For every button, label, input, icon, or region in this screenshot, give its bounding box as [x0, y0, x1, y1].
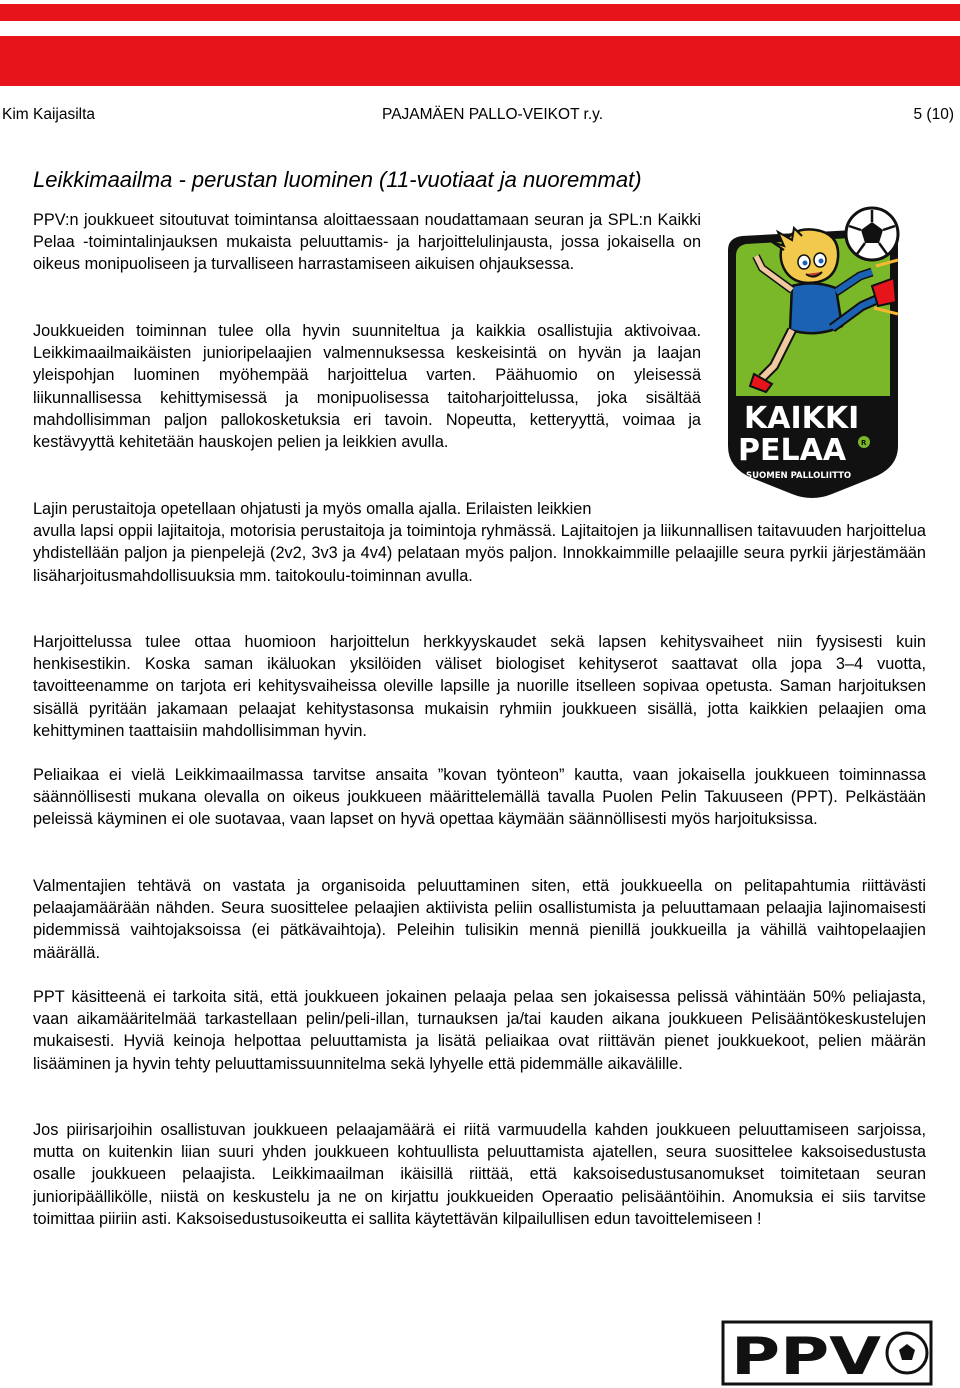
paragraph-dual-representation: Jos piirisarjoihin osallistuvan joukkueen pelaajamäärä ei riitä varmuudella kahden joukkueen peluuttamiseen sarjoissa, mutta on kuitenkin liian suuri yhden joukkueen kohtuullista peluuttamista ajatellen, seura suosittelee kaksoisedustusta osalle joukkueen pelaajista. Leikkimaailman ikäisillä riittää, että kaksoisedustusanomukset toimitetaan seuran junioripäällikölle, niistä on keskustelu ja ne on kirjattu joukkueiden Operaatio pelisääntöihin. Anomuksia ei siis tarvitse toimittaa piiriin asti. Kaksoisedustusoikeutta ei sallita käytettävän kilpailullisen edun tavoittelemiseen !	[33, 1121, 926, 1228]
header-band-thin	[0, 4, 960, 21]
paragraph-team-activity: Joukkueiden toiminnan tulee olla hyvin suunniteltua ja kaikkia osallistujia aktivoivaa. Leikkimaailmaikäisten junioripelaajien valmennuksessa keskeisintä on hyvän ja laajan yleispohjan luominen myöhempää harjoittelua varten. Päähuomio on yleisessä liikunnallisessa kehittymisessä ja monipuolisessa taitoharjoittelussa, joka sisältää mahdollisimman paljon pallokosketuksia eri tavoin. Nopeutta, ketteryyttä, voimaa ja kestävyyttä kehitetään hauskojen pelien ja leikkien avulla.	[33, 322, 701, 452]
paragraph-sensitive-periods: Harjoittelussa tulee ottaa huomioon harjoittelun herkkyyskaudet sekä lapsen kehitysvaiheet niin fyysisesti kuin henkisestikin. Koska saman ikäluokan yksilöiden väliset biologiset kehityserot saattavat olla jopa 3–4 vuotta, tavoitteenamme on tarjota eri kehitysvaiheissa oleville lapsille ja nuorille itselleen sopivaa opetusta. Saman harjoituksen sisällä pyritään jakamaan pelaajat kehitystasonsa mukaisin ryhmiin joukkueen sisällä, jotta kaikkien pelaajien oma kehittyminen taattaisiin mahdollisimman hyvin.	[33, 633, 926, 740]
page-header	[0, 106, 960, 126]
paragraph-coaches: Valmentajien tehtävä on vastata ja organisoida peluuttaminen siten, että joukkueella on pelitapahtumia riittävästi pelaajamäärään nähden. Seura suosittelee pelaajien aktiivista peliin osallistumista ja peluuttamaan pelaajia lajinomaisesti pidemmissä vaihtojaksoissa (ei pätkävaihtoja). Peleihin tulisikin mennä pienillä joukkueilla ja vähillä vaihtopelaajien määrällä.	[33, 877, 926, 962]
header-page-number: 5 (10)	[913, 106, 954, 123]
paragraph-basic-skills-rest: avulla lapsi oppii lajitaitoja, motorisia perustaitoja ja toimintoja ryhmässä. Lajitaitojen ja liikunnallisen taitavuuden harjoittelua yhdistellään paljon ja pienpelejä (2v2, 3v3 ja 4v4) pelataan myös paljon. Innokkaimmille pelaajille seura pyrkii järjestämään lisäharjoitusmahdollisuuksia mm. taitokoulu-toiminnan avulla.	[33, 522, 926, 585]
paragraph-ppt: PPT käsitteenä ei tarkoita sitä, että joukkueen jokainen pelaaja pelaa sen jokaisessa pelissä vähintään 50% peliajasta, vaan aikamääritelmää tarkastellaan pelin/peli-illan, turnauksen ja/tai kauden aikana joukkueen Pelisääntökeskustelujen mukaisesti. Hyviä keinoja helpottaa peluuttamista ja lisätä peliaikaa ovat riittävän pienet joukkuekoot, pelien määrän lisääminen ja hyvin tehty peluuttamissuunnitelma sekä lyhyelle että pidemmälle aikavälille.	[33, 988, 926, 1073]
registered-mark-text: R	[861, 439, 867, 447]
header-band-thick	[0, 36, 960, 86]
ppv-ball-icon	[887, 1333, 927, 1373]
paragraph-basic-skills-line1: Lajin perustaitoja opetellaan ohjatusti ja myös omalla ajalla. Erilaisten leikkien	[33, 500, 592, 518]
paragraph-commitment: PPV:n joukkueet sitoutuvat toimintansa aloittaessaan noudattamaan seuran ja SPL:n Kaikki Pelaa -toimintalinjauksen mukaista peluuttamis- ja harjoittelulinjausta, jossa jokaisella on oikeus monipuoliseen ja turvalliseen harrastamiseen aikuisen ohjauksessa.	[33, 211, 701, 274]
header-club: PAJAMÄEN PALLO-VEIKOT r.y.	[382, 106, 604, 123]
paragraph-basic-skills	[33, 498, 926, 587]
soccer-ball-icon	[846, 208, 898, 260]
ppv-logo-text: PPV	[731, 1327, 881, 1386]
kaikki-pelaa-logo	[722, 206, 900, 506]
logo-text-suomen-palloliitto: SUOMEN PALLOLIITTO	[746, 471, 852, 481]
paragraph-playing-time: Peliaikaa ei vielä Leikkimaailmassa tarvitse ansaita ”kovan työnteon” kautta, vaan jokaisella joukkueen toiminnassa säännöllisesti mukana olevalla on oikeus joukkueen määrittelemällä tavalla Puolen Pelin Takuuseen (PPT). Pelkästään peleissä käyminen ei ole suotavaa, vaan lapset on hyvä opettaa käymään säännöllisesti myös harjoituksissa.	[33, 766, 926, 829]
header-author: Kim Kaijasilta	[2, 106, 96, 123]
page-title: Leikkimaailma - perustan luominen (11-vuotiaat ja nuoremmat)	[33, 167, 642, 192]
ppv-logo	[721, 1320, 933, 1386]
logo-text-pelaa: PELAA	[738, 433, 847, 468]
logo-text-kaikki: KAIKKI	[744, 401, 860, 436]
